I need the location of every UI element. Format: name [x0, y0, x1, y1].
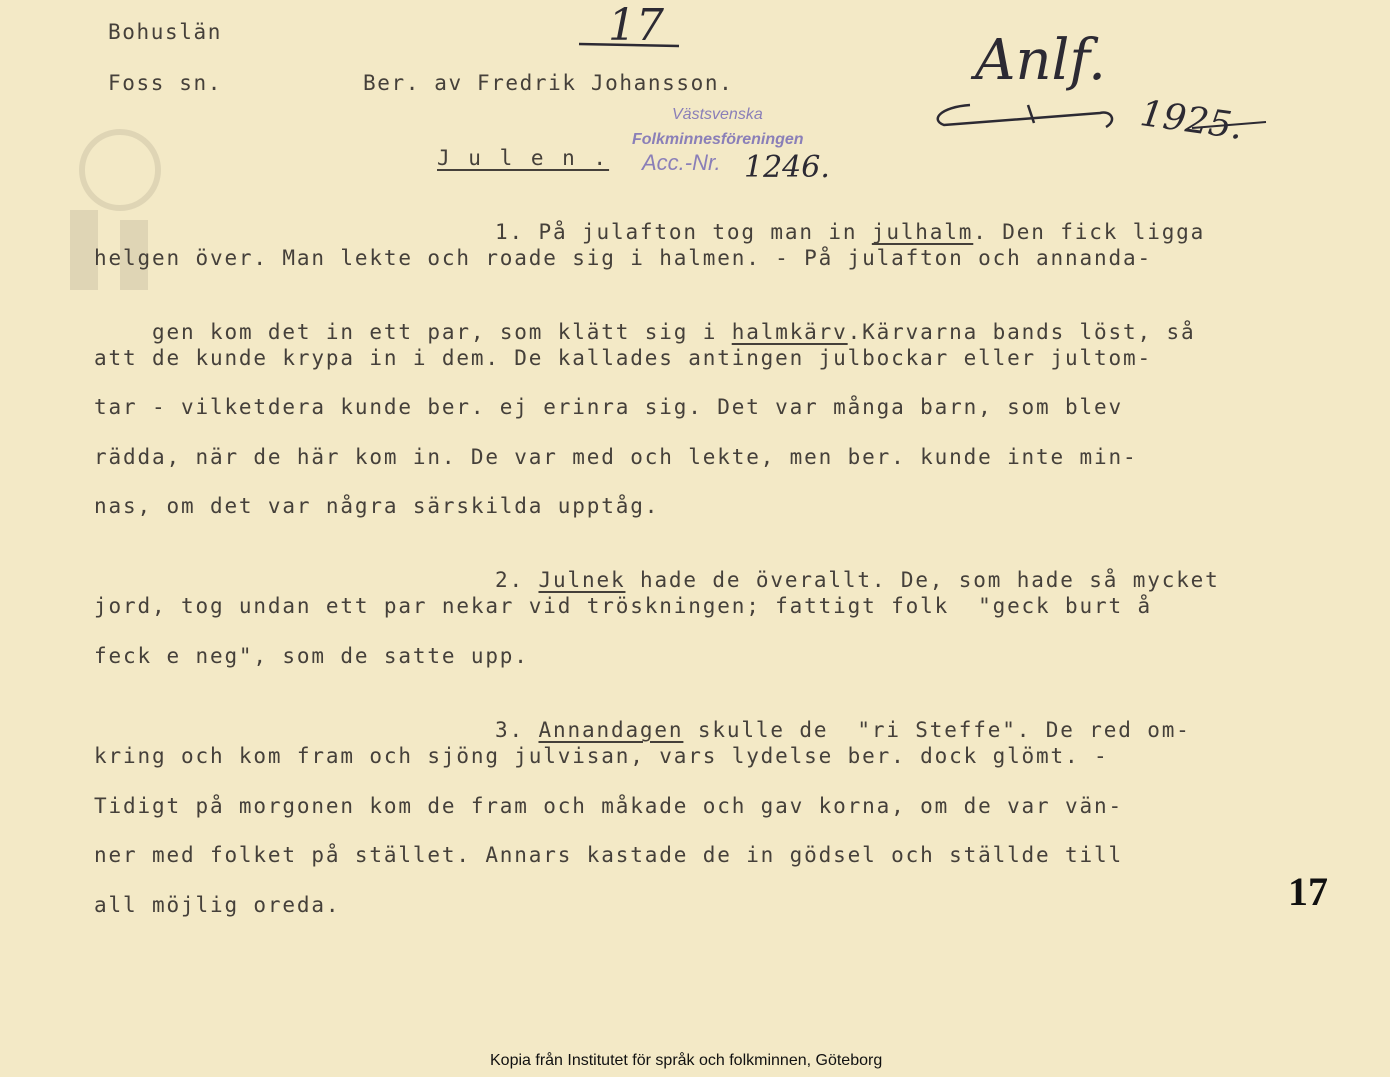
p3-text-post: skulle de "ri Steffe". De red om- — [683, 718, 1191, 742]
watermark-ghost — [30, 110, 170, 310]
stamp-line-2: Folkminnesföreningen — [632, 131, 804, 148]
p1-line-4: att de kunde krypa in i dem. De kallades antingen julbockar eller jultom- — [94, 346, 1152, 370]
p1-line3-post: .Kärvarna bands löst, så — [847, 320, 1196, 344]
page-number-underline — [575, 38, 685, 50]
p1-text-post: . Den fick ligga — [973, 220, 1206, 244]
p3-line-5: all möjlig oreda. — [94, 893, 341, 917]
p1-line-5: tar - vilketdera kunde ber. ej erinra sig. Det var många barn, som blev — [94, 395, 1124, 419]
document-title: J u l e n . — [437, 146, 610, 170]
p2-line-2: jord, tog undan ett par nekar vid tröskningen; fattigt folk "geck burt å — [94, 594, 1152, 618]
p1-number: 1. — [494, 220, 524, 244]
p1-text-pre: På julafton tog man in — [538, 220, 872, 244]
reporter-label: Ber. av Fredrik Johansson. — [363, 71, 734, 95]
p2-number: 2. — [494, 568, 524, 592]
accession-number: 1246. — [744, 150, 830, 185]
p1-line-2: helgen över. Man lekte och roade sig i halmen. - På julafton och annanda- — [94, 246, 1152, 270]
p2-term: Julnek — [538, 568, 626, 592]
p3-number: 3. — [494, 718, 524, 742]
signature-flourish — [930, 95, 1120, 145]
p3-line-3: Tidigt på morgonen kom de fram och måkade och gav korna, om de var vän- — [94, 794, 1124, 818]
p1-line3-pre: gen kom det in ett par, som klätt sig i — [151, 320, 732, 344]
p1-term: julhalm — [871, 220, 974, 244]
county-label: Bohuslän — [108, 20, 222, 44]
page-number: 17 — [1288, 869, 1328, 914]
year-handwritten: 1925. — [1137, 93, 1246, 148]
archive-footer: Kopia från Institutet för språk och folkminnen, Göteborg — [490, 1052, 883, 1069]
p1-line-7: nas, om det var några särskilda upptåg. — [94, 494, 660, 518]
year-underline — [1190, 118, 1270, 132]
p3-term: Annandagen — [538, 718, 684, 742]
p3-line-2: kring och kom fram och sjöng julvisan, vars lydelse ber. dock glömt. - — [94, 744, 1109, 768]
p3-line-4: ner med folket på stället. Annars kastade de in gödsel och ställde till — [94, 843, 1124, 867]
stamp-line-1: Västsvenska — [672, 106, 763, 123]
stamp-line-3: Acc.-Nr. — [642, 150, 721, 175]
handwritten-page-number: 17 — [608, 0, 664, 51]
p1-line3-term: halmkärv — [731, 320, 848, 344]
p1-line-6: rädda, när de här kom in. De var med och lekte, men ber. kunde inte min- — [94, 445, 1138, 469]
p2-text-post: hade de överallt. De, som hade så mycket — [625, 568, 1220, 592]
signature: Anlf. — [975, 28, 1106, 93]
parish-label: Foss sn. — [108, 71, 222, 95]
p2-line-3: feck e neg", som de satte upp. — [94, 644, 529, 668]
